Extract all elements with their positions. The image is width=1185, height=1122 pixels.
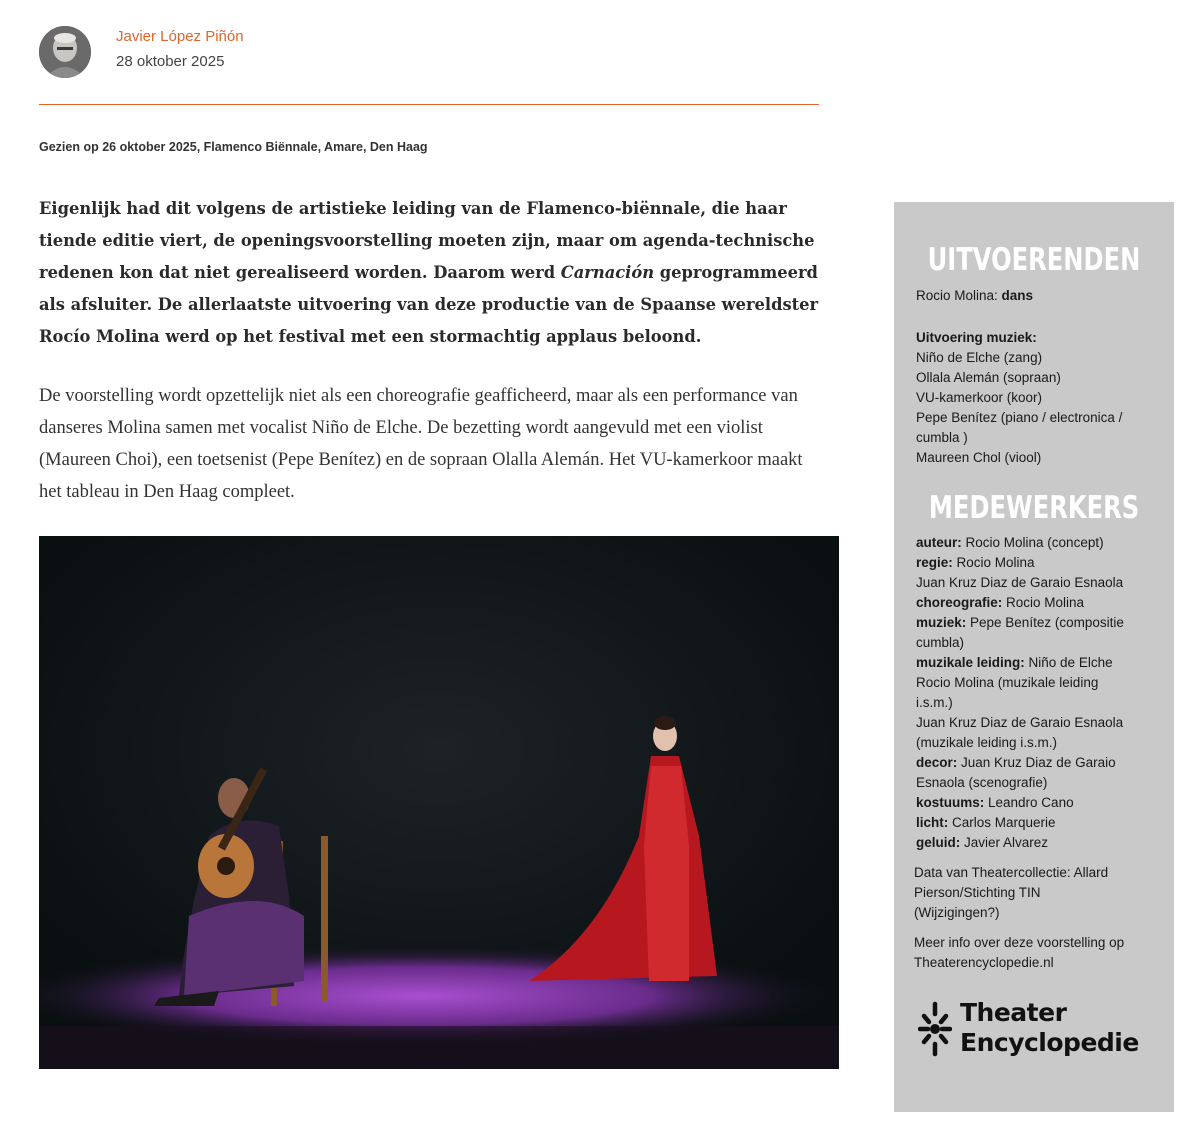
crew-label: muziek: [916, 615, 967, 630]
logo-text-line1: Theater [960, 998, 1067, 1027]
crew-text: Niño de Elche [1024, 655, 1113, 670]
header-divider [39, 104, 819, 105]
more-info-note [914, 933, 1159, 973]
crew-label: geluid: [916, 835, 961, 850]
crew-label: regie: [916, 555, 953, 570]
music-line: Maureen Chol (viool) [916, 450, 1042, 465]
performer-line [916, 286, 1161, 306]
crew-text: cumbla) [916, 635, 965, 650]
music-line: cumbla ) [916, 430, 968, 445]
article-lead [39, 193, 849, 353]
info-line: Meer info over deze voorstelling op [914, 935, 1125, 950]
music-line: Pepe Benítez (piano / electronica / [916, 410, 1123, 425]
lead-text-2: geprogrammeerd als afsluiter. De allerlaatste uitvoering van deze productie van de Spaanse wereldster Rocío Molina werd op het festival met een stormachtig applaus beloond. [39, 263, 819, 346]
crew-text: (muzikale leiding i.s.m.) [916, 735, 1058, 750]
data-note-line: Data van Theatercollectie: Allard [914, 865, 1109, 880]
production-sidebar [894, 202, 1174, 1112]
crew-label: decor: [916, 755, 958, 770]
author-avatar [39, 26, 91, 78]
music-line: VU-kamerkoor (koor) [916, 390, 1043, 405]
crew-label: choreografie: [916, 595, 1003, 610]
logo-text-line2: Encyclopedie [960, 1028, 1139, 1057]
seen-at-line: Gezien op 26 oktober 2025, Flamenco Biënnale, Amare, Den Haag [39, 140, 428, 154]
lead-text-1: Eigenlijk had dit volgens de artistieke leiding van de Flamenco-biënnale, die haar tiende editie viert, de openingsvoorstelling moeten zijn, maar om agenda-technische redenen kon dat niet gerealiseerd worden. Daarom werd [39, 199, 815, 282]
crew-label: licht: [916, 815, 949, 830]
crew-block [916, 533, 1161, 853]
crew-text: Carlos Marquerie [948, 815, 1056, 830]
performer-name: Rocio Molina: [916, 288, 1002, 303]
crew-text: Pepe Benítez (compositie [966, 615, 1124, 630]
crew-text: Rocio Molina [1002, 595, 1085, 610]
crew-text: Rocio Molina (concept) [961, 535, 1104, 550]
crew-text: Juan Kruz Diaz de Garaio Esnaola [916, 715, 1124, 730]
crew-label: kostuums: [916, 795, 985, 810]
sunburst-icon [918, 998, 952, 1060]
data-note-line: Pierson/Stichting TIN [914, 885, 1041, 900]
performance-photo [39, 536, 839, 1069]
author-name-link[interactable]: Javier López Piñón [116, 28, 244, 45]
crew-text: Juan Kruz Diaz de Garaio Esnaola [916, 575, 1124, 590]
crew-text: Juan Kruz Diaz de Garaio [957, 755, 1116, 770]
crew-text: Esnaola (scenografie) [916, 775, 1048, 790]
crew-text: Rocio Molina [952, 555, 1035, 570]
crew-text: Rocio Molina (muzikale leiding [916, 675, 1099, 690]
music-line: Niño de Elche (zang) [916, 350, 1043, 365]
crew-text: Leandro Cano [984, 795, 1074, 810]
crew-text: i.s.m.) [916, 695, 953, 710]
performer-role: dans [1001, 288, 1034, 303]
crew-label: auteur: [916, 535, 962, 550]
music-line: Ollala Alemán (sopraan) [916, 370, 1061, 385]
theater-encyclopedie-logo[interactable] [918, 996, 1158, 1066]
data-source-note [914, 863, 1159, 923]
article-paragraph: De voorstelling wordt opzettelijk niet als een choreografie geafficheerd, maar als een performance van danseres Molina samen met vocalist Niño de Elche. De bezetting wordt aangevuld met een violist (Maureen Choi), een toetsenist (Pepe Benítez) en de sopraan Olalla Alemán. Het VU-kamerkoor maakt het tableau in Den Haag compleet. [39, 386, 803, 502]
performers-title: UITVOERENDEN [927, 242, 1141, 278]
edit-link[interactable]: (Wijzigingen?) [914, 905, 1000, 920]
crew-label: muzikale leiding: [916, 655, 1025, 670]
lead-title: Carnación [560, 263, 655, 282]
theaterencyclopedie-link[interactable]: Theaterencyclopedie.nl [914, 955, 1054, 970]
crew-text: Javier Alvarez [960, 835, 1049, 850]
music-heading: Uitvoering muziek: [916, 330, 1037, 345]
publish-date: 28 oktober 2025 [116, 53, 225, 70]
music-block [916, 328, 1161, 468]
crew-title: MEDEWERKERS [928, 490, 1140, 526]
